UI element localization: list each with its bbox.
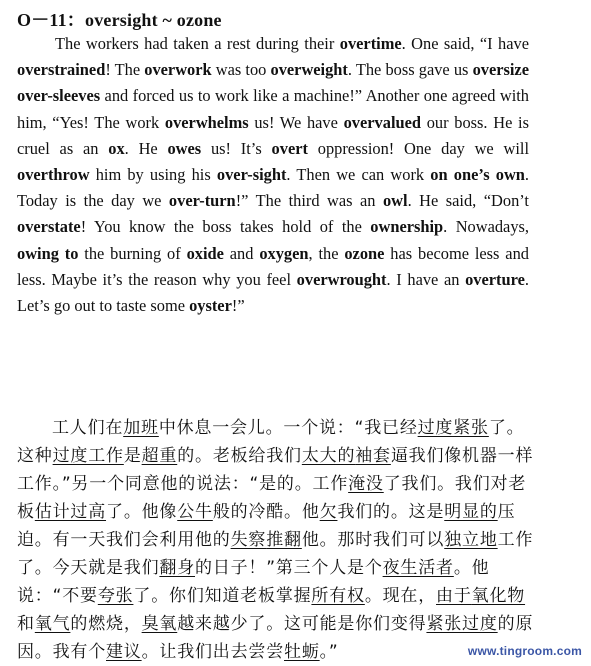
text-run: !” The third was an bbox=[235, 191, 383, 211]
keyword: oversize over-sleeves bbox=[17, 60, 529, 106]
text-run: him by using his bbox=[89, 165, 217, 185]
keyword: oxide bbox=[186, 243, 224, 263]
underlined-term: 欠 bbox=[319, 502, 338, 522]
text-run: has become less and less. Maybe it’s the reason why you feel bbox=[17, 243, 529, 289]
underlined-term: 估计过高 bbox=[34, 502, 107, 522]
keyword: overt bbox=[271, 138, 308, 158]
keyword: over-sight bbox=[216, 165, 287, 185]
underlined-term: 加班 bbox=[123, 418, 159, 438]
text-run: 越来越少了。这可能是你们变得 bbox=[177, 614, 427, 634]
keyword: overtime bbox=[339, 34, 402, 53]
text-run: us! It’s bbox=[201, 138, 272, 158]
keyword: ox bbox=[108, 138, 125, 158]
text-run: . Let’s go out to taste some bbox=[17, 269, 529, 316]
text-run: oppression! One day we will bbox=[307, 138, 529, 158]
keyword: overture bbox=[465, 269, 525, 289]
underlined-term: 过度工作 bbox=[52, 446, 124, 466]
text-run: . Today is the day we bbox=[17, 165, 529, 211]
keyword: ownership bbox=[370, 217, 444, 237]
keyword: owes bbox=[167, 138, 202, 158]
text-run: our boss. He is cruel as an bbox=[17, 112, 529, 158]
text-run: 的日子！”第三个人是个 bbox=[195, 558, 383, 578]
text-run: 工作了。今天就是我们 bbox=[17, 530, 534, 578]
text-run: 了。你们知道老板掌握 bbox=[133, 586, 312, 606]
text-run: 我们的。这是 bbox=[337, 502, 445, 522]
text-run: . The boss gave us bbox=[347, 60, 473, 80]
keyword: owing to bbox=[17, 243, 79, 263]
underlined-term: 翻身 bbox=[159, 558, 196, 578]
text-run: 。他说：“不要 bbox=[17, 558, 490, 606]
underlined-term: 夜生活者 bbox=[382, 558, 454, 578]
underlined-term: 夸张 bbox=[97, 586, 134, 606]
text-run: was too bbox=[211, 60, 271, 80]
text-run: 是 bbox=[123, 446, 142, 466]
keyword: overstrained bbox=[17, 60, 106, 80]
underlined-term: 所有权 bbox=[311, 586, 365, 606]
underlined-term: 公牛 bbox=[177, 502, 213, 522]
text-run: the burning of bbox=[78, 243, 187, 263]
keyword: overweight bbox=[270, 60, 348, 80]
underlined-term: 独立地 bbox=[444, 530, 498, 550]
underlined-term: 失察 bbox=[230, 530, 267, 550]
text-run: 。” bbox=[319, 642, 339, 662]
keyword: over-turn bbox=[168, 191, 236, 211]
keyword: overthrow bbox=[17, 165, 90, 185]
keyword: overvalued bbox=[343, 112, 422, 132]
keyword: oxygen bbox=[259, 243, 309, 263]
underlined-term: 太大的 bbox=[301, 446, 356, 466]
text-run: 和 bbox=[17, 614, 35, 634]
text-run: !” bbox=[231, 296, 245, 316]
underlined-term: 推翻 bbox=[266, 530, 302, 550]
watermark-text: www.tingroom.com bbox=[467, 644, 582, 658]
text-run: 。让我们出去尝尝 bbox=[141, 642, 285, 662]
chinese-passage bbox=[17, 414, 537, 666]
text-run: and bbox=[223, 243, 260, 263]
text-run: 逼我们像机器一样工作。”另一个同意他的说法：“是的。工作 bbox=[17, 446, 534, 494]
underlined-term: 氧气 bbox=[34, 614, 71, 634]
text-run: 工人们在 bbox=[52, 418, 124, 438]
text-run: 了我们。我们对老板 bbox=[17, 474, 527, 522]
keyword: overwhelms bbox=[164, 112, 249, 132]
text-run: The workers had taken a rest during their bbox=[55, 34, 340, 53]
chinese-text bbox=[17, 418, 533, 662]
keyword: on one’s own bbox=[430, 165, 525, 185]
english-passage bbox=[17, 31, 529, 319]
text-run: 般的冷酷。他 bbox=[212, 502, 320, 522]
english-text bbox=[17, 34, 529, 315]
underlined-term: 由于 bbox=[436, 586, 472, 606]
text-run: . I have an bbox=[386, 269, 466, 289]
text-run: 。现在， bbox=[364, 586, 437, 606]
text-run: . He bbox=[124, 138, 168, 158]
text-run: 了。这种 bbox=[17, 418, 525, 466]
text-run: . Nowadays, bbox=[443, 217, 530, 237]
text-run: 的燃烧， bbox=[70, 614, 142, 634]
keyword: owl bbox=[382, 191, 408, 211]
keyword: overstate bbox=[17, 217, 81, 237]
keyword: overwork bbox=[144, 60, 212, 80]
text-run: . One said, “I have bbox=[401, 34, 529, 53]
text-run: and forced us to work like a machine!” Another one agreed with him, “Yes! The work bbox=[17, 86, 529, 132]
text-run: . He said, “Don’t bbox=[407, 191, 529, 211]
keyword: oyster bbox=[189, 296, 232, 316]
text-run: us! We have bbox=[248, 112, 344, 132]
underlined-term: 淹没 bbox=[348, 474, 384, 494]
text-run: , the bbox=[308, 243, 345, 263]
text-run: 的原因。我有个 bbox=[17, 614, 534, 662]
text-run: 压迫。有一天我们会利用他的 bbox=[17, 502, 516, 550]
text-run: . Then we can work bbox=[286, 165, 431, 185]
underlined-term: 建议 bbox=[106, 642, 142, 662]
underlined-term: 超重 bbox=[141, 446, 178, 466]
text-run: 中休息一会儿。一个说：“我已经 bbox=[158, 418, 418, 438]
lesson-heading: O－11：oversight ~ ozone bbox=[17, 10, 222, 30]
underlined-term: 袖套 bbox=[355, 446, 391, 466]
text-run: 了。他像 bbox=[106, 502, 178, 522]
text-run: 他。那时我们可以 bbox=[301, 530, 445, 550]
underlined-term: 明显的 bbox=[444, 502, 498, 522]
keyword: overwrought bbox=[296, 269, 387, 289]
underlined-term: 过度紧张 bbox=[417, 418, 489, 438]
underlined-term: 氧化物 bbox=[471, 586, 526, 606]
underlined-term: 臭氧 bbox=[141, 614, 178, 634]
text-run: ! You know the boss takes hold of the bbox=[80, 217, 371, 237]
underlined-term: 紧张过度 bbox=[426, 614, 498, 634]
text-run: ! The bbox=[105, 60, 145, 80]
keyword: ozone bbox=[344, 243, 385, 263]
text-run: 的。老板给我们 bbox=[177, 446, 302, 466]
underlined-term: 牡蛎 bbox=[284, 642, 320, 662]
